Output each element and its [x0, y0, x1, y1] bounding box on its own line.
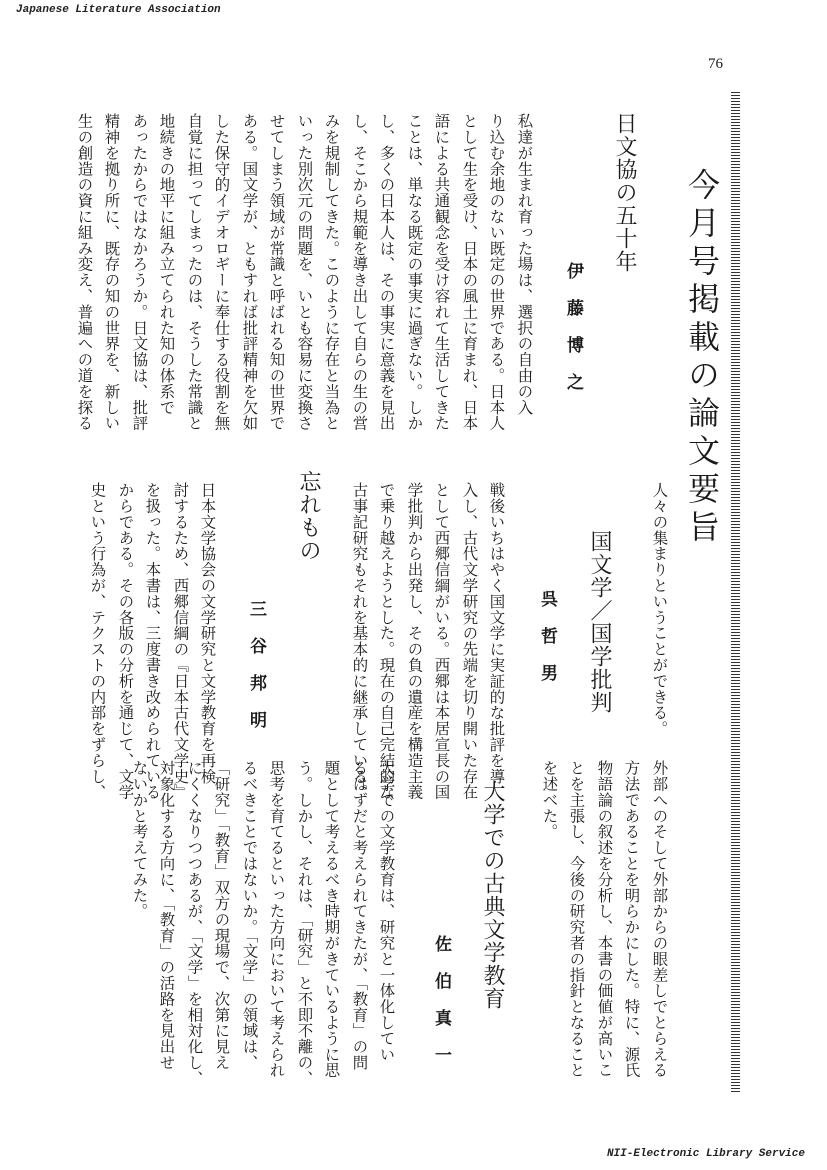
body-line: し、そこから規範を導き出して自らの生の営: [350, 113, 369, 431]
article-title-kokugaku: 国文学／国学批判: [587, 530, 612, 714]
body-line: るはずだと考えられてきたが、「教育」の問: [350, 760, 369, 1071]
body-line: 対象化する方向に、「教育」の活路を見出せ: [157, 760, 176, 1071]
body-line: るべきことではないか。「文学」の領域は、: [240, 760, 259, 1071]
body-line: り込む余地のない既定の世界である。日本人: [487, 113, 506, 431]
body-line: にくくなりつつあるが、「文学」を相対化し、: [185, 760, 204, 1087]
body-line: 方法であることを明らかにした。特に、源氏: [622, 760, 641, 1078]
body-line: 題として考えるべき時期がきているように思: [322, 760, 341, 1078]
body-line: 生の創造の資に組み変え、普遍への道を探る: [75, 113, 94, 431]
body-line: を述べた。: [540, 760, 559, 840]
body-line: みを規制してきた。このように存在と当為と: [322, 113, 341, 431]
body-line: 大学での文学教育は、研究と一体化してい: [377, 760, 396, 1063]
body-line: 日本文学協会の文学研究と文学教育を再検: [198, 482, 217, 785]
article-author-go: 呉哲男: [537, 590, 557, 701]
body-line: 「研究」「教育」双方の現場で、次第に見え: [212, 760, 231, 1071]
library-service-footer: NII-Electronic Library Service: [606, 1148, 805, 1160]
body-line: を扱った。本書は、三度書き改められている: [143, 482, 162, 800]
body-line: 戦後いちはやく国文学に実証的な批評を導: [487, 482, 506, 785]
body-line: ことは、単なる既定の事実に過ぎない。しか: [405, 113, 424, 431]
article-title-wasuremono: 忘れもの: [296, 470, 321, 562]
association-header: Japanese Literature Association: [16, 4, 221, 16]
body-line: 史という行為が、テクストの内部をずらし、: [88, 482, 107, 800]
body-line: 古事記研究もそれを基本的に継承している。: [350, 482, 369, 800]
body-line: として生を受け、日本の風土に育まれ、日本: [460, 113, 479, 431]
body-line: 思考を育てるといった方向において考えられ: [267, 760, 286, 1078]
body-line: せてしまう領域が常識と呼ばれる知の世界で: [267, 113, 286, 431]
body-line: 外部へのそして外部からの眼差しでとらえる: [650, 760, 669, 1078]
body-line: いった別次元の問題を、いとも容易に変換さ: [295, 113, 314, 431]
article-title-nichibunkyo: 日文協の五十年: [612, 112, 637, 273]
body-line: 地続きの地平に組み立てられた知の体系で: [157, 113, 176, 416]
body-line: 討するため、西郷信綱の『日本古代文学史』: [171, 482, 190, 800]
body-line: とを主張し、今後の研究者の指針となること: [567, 760, 586, 1078]
article-title-daigaku: 大学での古典文学教育: [480, 780, 505, 1010]
body-line: 私達が生まれ育った場は、選択の自由の入: [515, 113, 534, 416]
page-number: 76: [708, 56, 723, 72]
body-line: で乗り越えようとした。現在の自己完結的な: [377, 482, 396, 800]
body-line: 入し、古代文学研究の先端を切り開いた存在: [460, 482, 479, 800]
body-line: う。しかし、それは、「研究」と不即不離の、: [295, 760, 314, 1087]
body-line: 学批判から出発し、その負の遺産を構造主義: [405, 482, 424, 800]
body-line: 自覚に担ってしまったのは、そうした常識と: [185, 113, 204, 431]
body-line: として西郷信綱がいる。西郷は本居宣長の国: [432, 482, 451, 800]
body-line: からである。その各版の分析を通じて、文学: [116, 482, 135, 800]
body-line: ないかと考えてみた。: [130, 760, 149, 919]
body-line: 人々の集まりということができる。: [650, 482, 669, 737]
section-title: 今月号掲載の論文要旨: [683, 168, 721, 548]
article-author-ito: 伊藤博之: [563, 262, 583, 410]
body-line: 精神を拠り所に、既存の知の世界を、新しい: [102, 113, 121, 431]
body-line: 物語論の叙述を分析し、本書の価値が高いこ: [595, 760, 614, 1078]
body-line: 語による共通観念を受け容れて生活してきた: [432, 113, 451, 431]
body-line: ある。国文学が、ともすれば批評精神を欠如: [240, 113, 259, 431]
body-line: あったからではなかろうか。日文協は、批評: [130, 113, 149, 431]
decorative-rule: [731, 92, 740, 1092]
body-line: し、多くの日本人は、その事実に意義を見出: [377, 113, 396, 431]
article-author-saeki: 佐伯真一: [431, 935, 451, 1083]
article-author-mitani: 三谷邦明: [246, 600, 266, 748]
body-line: した保守的イデオロギーに奉仕する役割を無: [212, 113, 231, 431]
